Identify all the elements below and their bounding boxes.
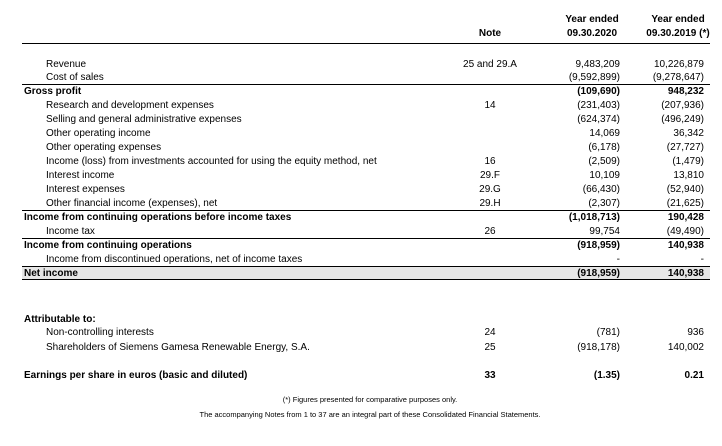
- row-label-other-financial: Other financial income (expenses), net: [46, 198, 218, 209]
- row-v2019-other-financial: (21,625): [666, 198, 704, 209]
- row-v2020-interest-income: 10,109: [589, 170, 620, 181]
- col-2020-header-line1: Year ended: [565, 14, 619, 25]
- row-label-non-controlling: Non-controlling interests: [46, 327, 154, 338]
- row-label-other-op-expenses: Other operating expenses: [46, 142, 162, 153]
- row-v2020-continuing-ops: (918,959): [577, 240, 620, 251]
- row-v2020-cost-of-sales: (9,592,899): [568, 72, 620, 83]
- row-label-discontinued: Income from discontinued operations, net of income taxes: [46, 254, 303, 265]
- row-note-rnd: 14: [484, 100, 496, 111]
- row-v2020-interest-expenses: (66,430): [582, 184, 620, 195]
- row-v2019-cost-of-sales: (9,278,647): [652, 72, 704, 83]
- row-label-sga: Selling and general administrative expenses: [46, 114, 242, 125]
- row-v2019-sga: (496,249): [661, 114, 704, 125]
- row-label-shareholders: Shareholders of Siemens Gamesa Renewable Energy, S.A.: [46, 342, 310, 353]
- row-v2019-rnd: (207,936): [661, 100, 704, 111]
- row-note-income-tax: 26: [484, 226, 496, 237]
- row-note-shareholders: 25: [484, 342, 496, 353]
- row-v2020-income-before-taxes: (1,018,713): [568, 212, 620, 223]
- row-v2020-revenue: 9,483,209: [575, 59, 620, 70]
- footnote-comparative: (*) Figures presented for comparative purposes only.: [282, 395, 458, 404]
- row-v2020-other-op-income: 14,069: [589, 128, 620, 139]
- col-2019-header-line1: Year ended: [651, 14, 705, 25]
- row-v2020-rnd: (231,403): [577, 100, 620, 111]
- row-label-continuing-ops: Income from continuing operations: [24, 240, 192, 251]
- row-v2019-interest-income: 13,810: [673, 170, 704, 181]
- row-label-other-op-income: Other operating income: [46, 128, 151, 139]
- row-note-revenue: 25 and 29.A: [463, 59, 517, 70]
- row-v2020-equity-method: (2,509): [588, 156, 620, 167]
- rule-net-income-bottom: [22, 279, 710, 280]
- row-v2019-shareholders: 140,002: [667, 342, 704, 353]
- row-v2020-non-controlling: (781): [596, 327, 620, 338]
- eps-v2019: 0.21: [684, 370, 704, 381]
- eps-label: Earnings per share in euros (basic and diluted): [24, 370, 248, 381]
- row-note-non-controlling: 24: [484, 327, 496, 338]
- rule-gross-profit: [22, 84, 710, 85]
- row-v2019-other-op-expenses: (27,727): [666, 142, 704, 153]
- rule-before-taxes: [22, 210, 710, 211]
- row-v2019-interest-expenses: (52,940): [666, 184, 704, 195]
- row-note-other-financial: 29.H: [479, 198, 501, 209]
- col-2020-header-line2: 09.30.2020: [566, 28, 618, 39]
- footnote-notes-integral: The accompanying Notes from 1 to 37 are an integral part of these Consolidated Financial Statements.: [199, 410, 541, 419]
- note-column-header: Note: [478, 28, 502, 39]
- row-v2020-other-financial: (2,307): [588, 198, 620, 209]
- row-label-rnd: Research and development expenses: [46, 100, 214, 111]
- row-v2020-discontinued: -: [616, 254, 620, 265]
- col-2019-header-line2: 09.30.2019 (*): [646, 28, 710, 39]
- row-v2019-non-controlling: 936: [687, 327, 704, 338]
- row-label-net-income: Net income: [24, 268, 78, 279]
- row-note-interest-expenses: 29.G: [479, 184, 501, 195]
- row-label-income-before-taxes: Income from continuing operations before income taxes: [24, 212, 292, 223]
- attributable-title: Attributable to:: [24, 314, 96, 325]
- row-v2019-continuing-ops: 140,938: [667, 240, 704, 251]
- row-v2019-equity-method: (1,479): [672, 156, 704, 167]
- row-v2020-net-income: (918,959): [577, 268, 620, 279]
- row-v2020-sga: (624,374): [577, 114, 620, 125]
- row-v2019-revenue: 10,226,879: [653, 59, 704, 70]
- eps-v2020: (1.35): [593, 370, 620, 381]
- row-v2019-gross-profit: 948,232: [667, 86, 704, 97]
- row-v2020-shareholders: (918,178): [577, 342, 620, 353]
- row-label-income-tax: Income tax: [46, 226, 95, 237]
- rule-continuing-ops: [22, 238, 710, 239]
- row-label-interest-expenses: Interest expenses: [46, 184, 125, 195]
- row-note-equity-method: 16: [484, 156, 496, 167]
- eps-note: 33: [484, 370, 496, 381]
- row-v2020-gross-profit: (109,690): [577, 86, 620, 97]
- row-v2019-income-before-taxes: 190,428: [667, 212, 704, 223]
- rule-net-income-top: [22, 266, 710, 267]
- row-label-cost-of-sales: Cost of sales: [46, 72, 104, 83]
- row-v2019-income-tax: (49,490): [666, 226, 704, 237]
- row-label-gross-profit: Gross profit: [24, 86, 82, 97]
- row-v2019-other-op-income: 36,342: [673, 128, 704, 139]
- row-v2020-income-tax: 99,754: [589, 226, 620, 237]
- row-label-revenue: Revenue: [46, 59, 87, 70]
- row-label-interest-income: Interest income: [46, 170, 115, 181]
- row-v2019-discontinued: -: [700, 254, 704, 265]
- row-v2020-other-op-expenses: (6,178): [588, 142, 620, 153]
- header-rule: [22, 43, 710, 44]
- row-note-interest-income: 29.F: [479, 170, 500, 181]
- row-label-equity-method: Income (loss) from investments accounted for using the equity method, net: [46, 156, 377, 167]
- row-v2019-net-income: 140,938: [667, 268, 704, 279]
